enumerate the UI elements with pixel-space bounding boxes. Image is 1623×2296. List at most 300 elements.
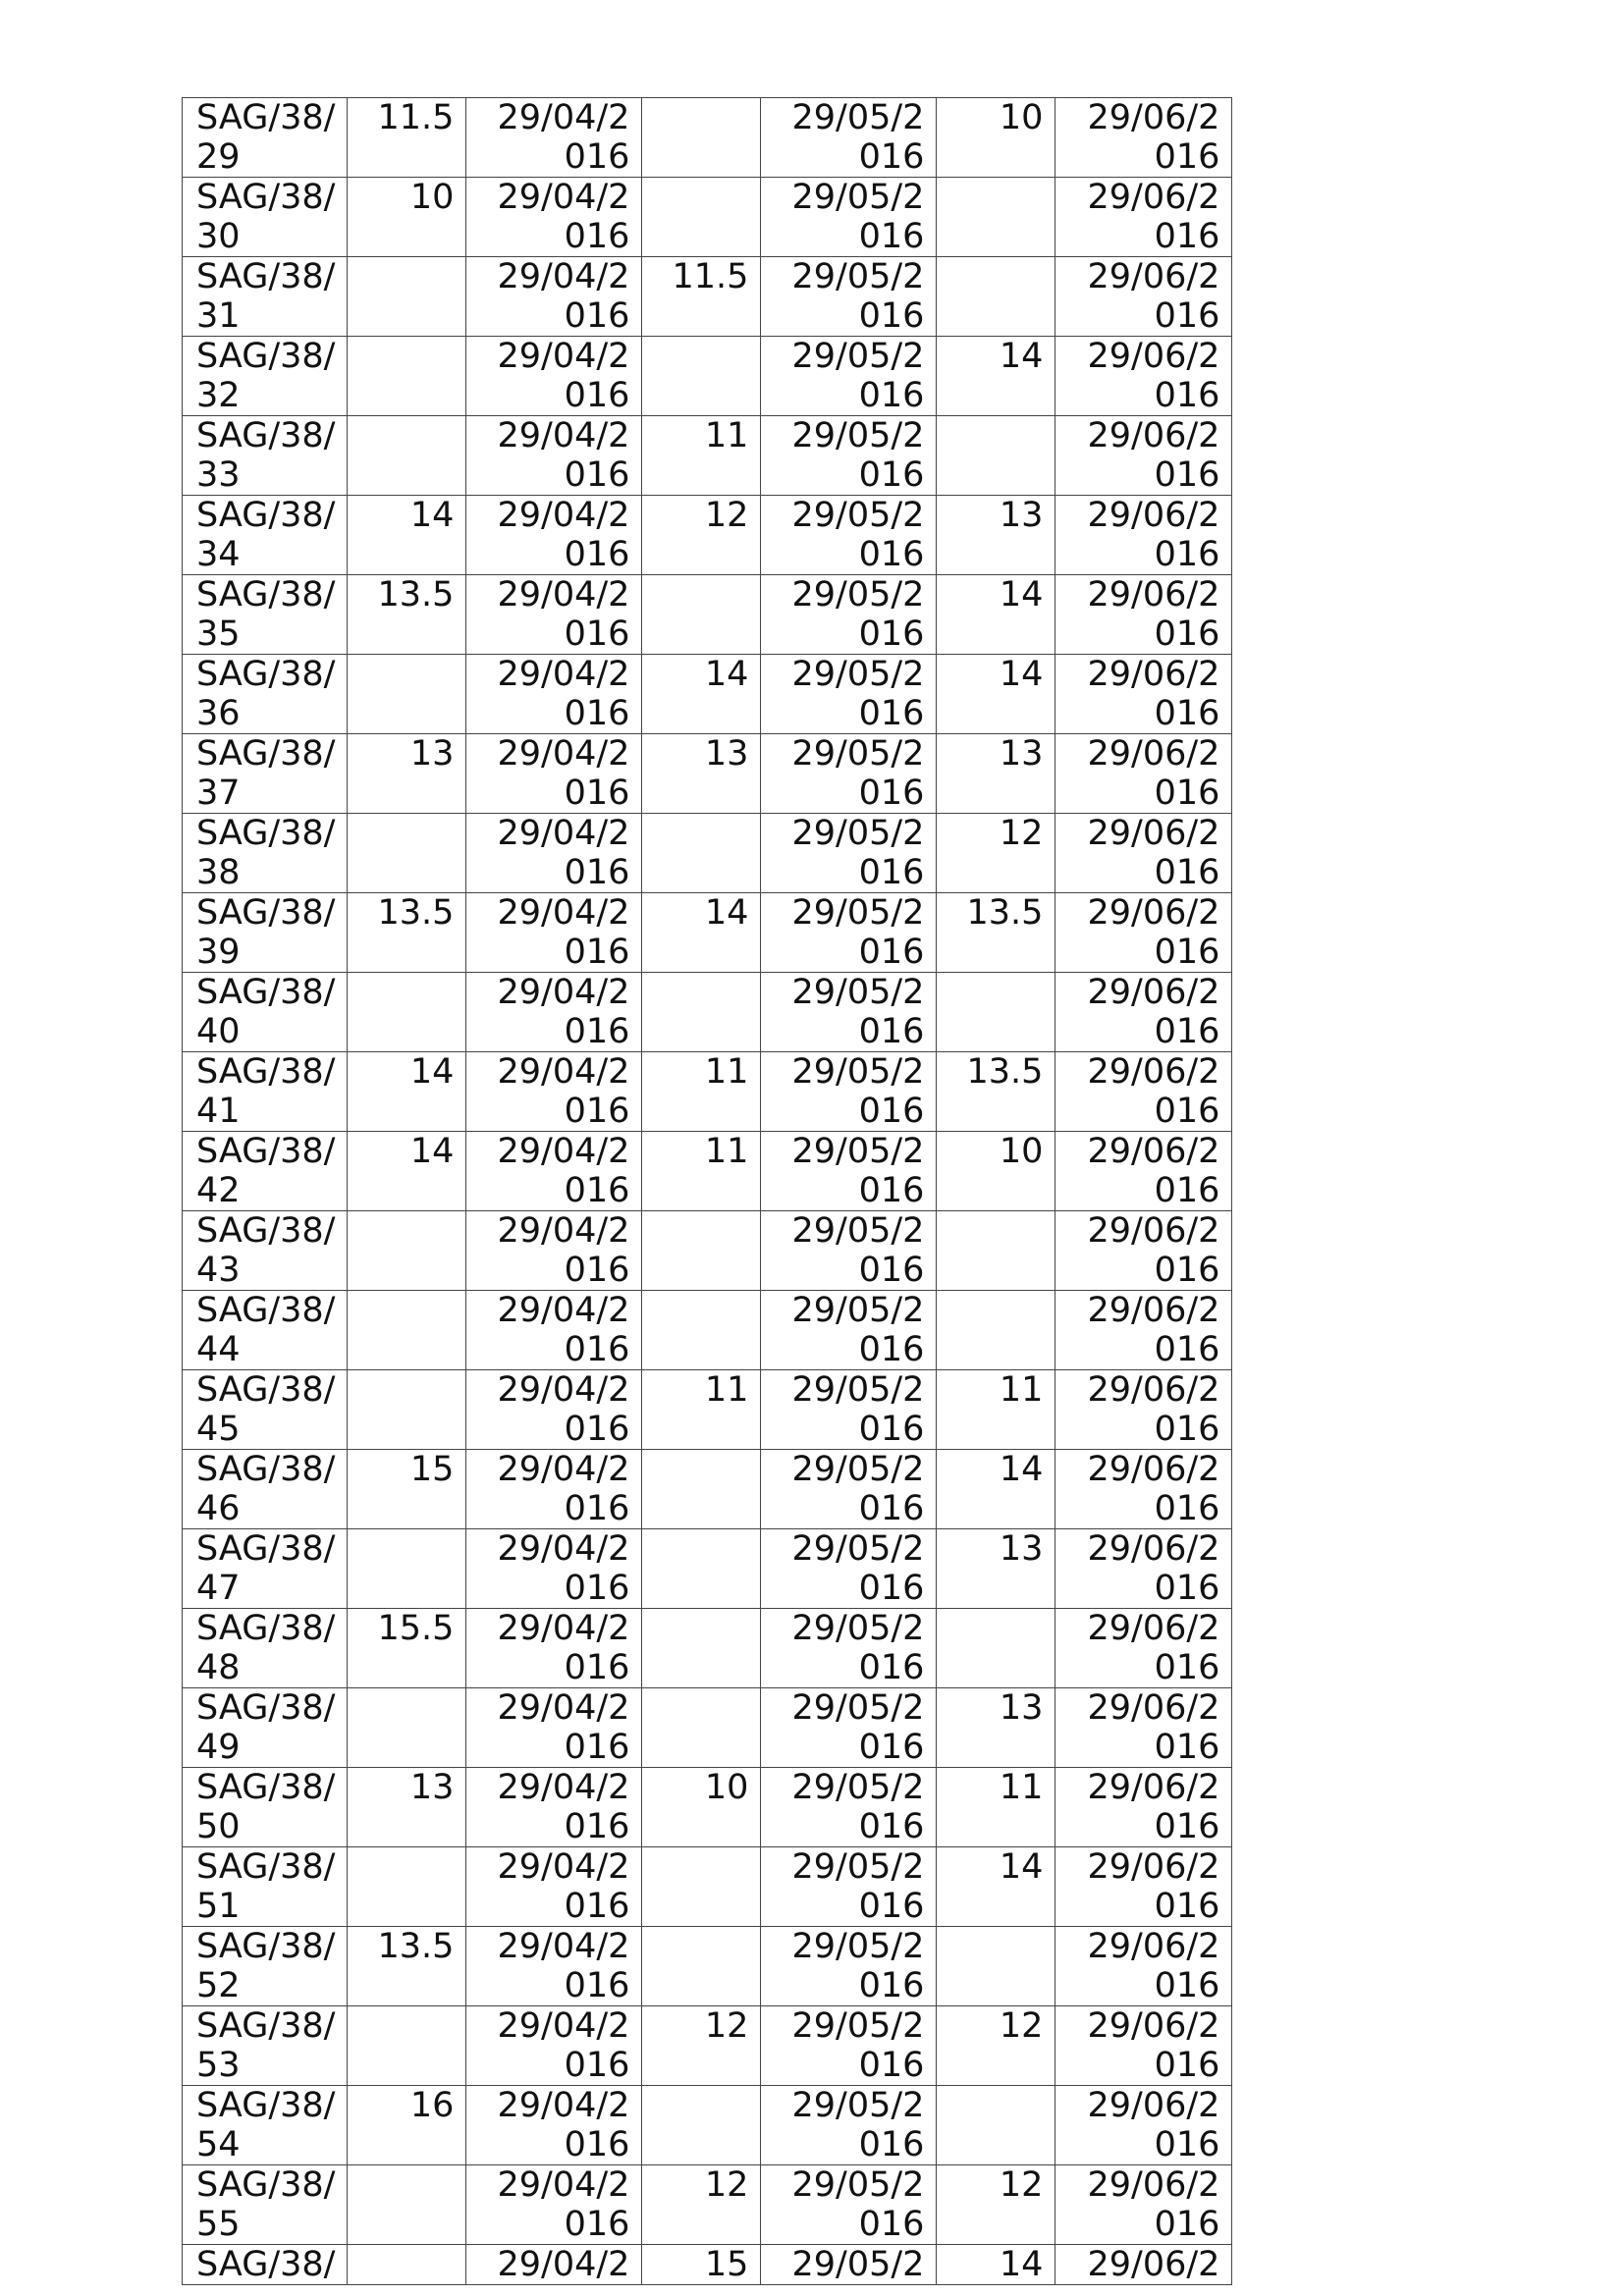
date-cell-3-text: 29/06/2 — [1087, 2245, 1220, 2284]
value-cell-2-text: 11.5 — [672, 257, 749, 296]
date-cell-1-text: 29/04/2 016 — [497, 1291, 630, 1369]
value-cell-2 — [642, 1450, 761, 1529]
date-cell-3 — [1055, 734, 1232, 814]
date-cell-1 — [466, 655, 642, 734]
sample-id-cell — [183, 1211, 348, 1291]
value-cell-2 — [642, 734, 761, 814]
date-cell-2-text: 29/05/2 016 — [791, 1132, 925, 1210]
value-cell-1 — [348, 575, 466, 655]
date-cell-3 — [1055, 1291, 1232, 1370]
sample-id-cell — [183, 1768, 348, 1847]
date-cell-3-text: 29/06/2 016 — [1087, 814, 1220, 892]
date-cell-3 — [1055, 2006, 1232, 2086]
sample-id-cell — [183, 1927, 348, 2006]
value-cell-1-text: 13.5 — [377, 1927, 455, 1966]
value-cell-3-text: 13 — [999, 734, 1044, 774]
value-cell-2-text: 14 — [704, 893, 749, 933]
value-cell-1-text: 15.5 — [377, 1609, 455, 1648]
sample-id-cell — [183, 1688, 348, 1768]
date-cell-2-text: 29/05/2 016 — [791, 1609, 925, 1687]
value-cell-1 — [348, 1609, 466, 1688]
value-cell-1-text: 14 — [409, 1132, 455, 1171]
date-cell-3-text: 29/06/2 016 — [1087, 416, 1220, 495]
value-cell-3 — [937, 416, 1055, 496]
date-cell-1 — [466, 1768, 642, 1847]
date-cell-1 — [466, 1450, 642, 1529]
table-row — [183, 337, 1232, 416]
date-cell-1 — [466, 98, 642, 178]
date-cell-2 — [761, 2006, 937, 2086]
date-cell-3-text: 29/06/2 016 — [1087, 575, 1220, 654]
value-cell-1 — [348, 1211, 466, 1291]
table-row — [183, 257, 1232, 337]
sample-id-cell — [183, 814, 348, 893]
date-cell-3 — [1055, 1847, 1232, 1927]
value-cell-1-text — [348, 2245, 465, 2284]
date-cell-2 — [761, 257, 937, 337]
date-cell-3 — [1055, 2165, 1232, 2245]
date-cell-1-text: 29/04/2 016 — [497, 1609, 630, 1687]
value-cell-1 — [348, 257, 466, 337]
date-cell-3-text: 29/06/2 016 — [1087, 1768, 1220, 1846]
date-cell-3 — [1055, 973, 1232, 1052]
date-cell-3 — [1055, 1211, 1232, 1291]
value-cell-2 — [642, 257, 761, 337]
sample-id-cell — [183, 1450, 348, 1529]
date-cell-1 — [466, 973, 642, 1052]
value-cell-3 — [937, 1768, 1055, 1847]
value-cell-1 — [348, 1768, 466, 1847]
date-cell-2 — [761, 178, 937, 257]
date-cell-1-text: 29/04/2 016 — [497, 1450, 630, 1528]
value-cell-3-text: 14 — [999, 575, 1044, 614]
date-cell-2-text: 29/05/2 016 — [791, 893, 925, 972]
sample-id-cell-text: SAG/38/ 43 — [196, 1211, 336, 1290]
date-cell-3 — [1055, 2086, 1232, 2165]
date-cell-2 — [761, 1211, 937, 1291]
date-cell-1 — [466, 1291, 642, 1370]
date-cell-2-text: 29/05/2 — [791, 2245, 925, 2284]
date-cell-2 — [761, 1450, 937, 1529]
value-cell-3 — [937, 893, 1055, 973]
date-cell-1 — [466, 2245, 642, 2285]
table-row — [183, 2165, 1232, 2245]
date-cell-1-text: 29/04/2 016 — [497, 1211, 630, 1290]
value-cell-2-text: 10 — [704, 1768, 749, 1807]
data-table — [182, 97, 1232, 2285]
value-cell-2 — [642, 416, 761, 496]
date-cell-2 — [761, 1132, 937, 1211]
date-cell-3-text: 29/06/2 016 — [1087, 655, 1220, 733]
sample-id-cell-text: SAG/38/ 52 — [196, 1927, 336, 2005]
table-row — [183, 2006, 1232, 2086]
date-cell-2-text: 29/05/2 016 — [791, 1291, 925, 1369]
date-cell-1 — [466, 257, 642, 337]
value-cell-3 — [937, 2086, 1055, 2165]
date-cell-3-text: 29/06/2 016 — [1087, 1688, 1220, 1767]
value-cell-2-text: 15 — [704, 2245, 749, 2284]
value-cell-2 — [642, 1847, 761, 1927]
date-cell-2-text: 29/05/2 016 — [791, 496, 925, 574]
table-row — [183, 1688, 1232, 1768]
date-cell-1 — [466, 575, 642, 655]
value-cell-1 — [348, 655, 466, 734]
value-cell-1 — [348, 1052, 466, 1132]
value-cell-3 — [937, 1609, 1055, 1688]
date-cell-2 — [761, 1291, 937, 1370]
value-cell-3 — [937, 1688, 1055, 1768]
value-cell-3-text: 10 — [999, 98, 1044, 137]
table-row — [183, 2245, 1232, 2285]
date-cell-1-text: 29/04/2 016 — [497, 2165, 630, 2244]
date-cell-2-text: 29/05/2 016 — [791, 1450, 925, 1528]
date-cell-1 — [466, 2006, 642, 2086]
sample-id-cell-text: SAG/38/ 46 — [196, 1450, 336, 1528]
date-cell-2-text: 29/05/2 016 — [791, 178, 925, 256]
date-cell-1 — [466, 1609, 642, 1688]
sample-id-cell — [183, 655, 348, 734]
date-cell-2 — [761, 1052, 937, 1132]
value-cell-3 — [937, 734, 1055, 814]
sample-id-cell-text: SAG/38/ 41 — [196, 1052, 336, 1131]
date-cell-1 — [466, 734, 642, 814]
date-cell-2-text: 29/05/2 016 — [791, 575, 925, 654]
date-cell-1-text: 29/04/2 016 — [497, 1688, 630, 1767]
date-cell-2 — [761, 734, 937, 814]
value-cell-2 — [642, 1211, 761, 1291]
table-row — [183, 1291, 1232, 1370]
value-cell-1 — [348, 1132, 466, 1211]
value-cell-1 — [348, 178, 466, 257]
sample-id-cell-text: SAG/38/ 31 — [196, 257, 336, 336]
date-cell-3-text: 29/06/2 016 — [1087, 973, 1220, 1051]
date-cell-2 — [761, 496, 937, 575]
sample-id-cell — [183, 2006, 348, 2086]
value-cell-3-text: 14 — [999, 1847, 1044, 1887]
value-cell-2 — [642, 814, 761, 893]
date-cell-1-text: 29/04/2 016 — [497, 814, 630, 892]
date-cell-1-text: 29/04/2 016 — [497, 2006, 630, 2085]
value-cell-2 — [642, 178, 761, 257]
value-cell-3-text: 12 — [999, 2165, 1044, 2205]
date-cell-3-text: 29/06/2 016 — [1087, 496, 1220, 574]
sample-id-cell-text: SAG/38/ 29 — [196, 98, 336, 177]
date-cell-1 — [466, 1847, 642, 1927]
date-cell-2 — [761, 2165, 937, 2245]
date-cell-2 — [761, 1927, 937, 2006]
date-cell-3 — [1055, 178, 1232, 257]
date-cell-1-text: 29/04/2 016 — [497, 257, 630, 336]
value-cell-1 — [348, 1450, 466, 1529]
value-cell-2 — [642, 973, 761, 1052]
value-cell-3-text: 14 — [999, 2245, 1044, 2284]
date-cell-1-text: 29/04/2 016 — [497, 1370, 630, 1449]
value-cell-1 — [348, 98, 466, 178]
date-cell-3 — [1055, 1132, 1232, 1211]
table-row — [183, 416, 1232, 496]
sample-id-cell — [183, 2165, 348, 2245]
table-body — [183, 98, 1232, 2285]
date-cell-2 — [761, 814, 937, 893]
date-cell-3 — [1055, 814, 1232, 893]
date-cell-1-text: 29/04/2 016 — [497, 575, 630, 654]
value-cell-2 — [642, 1132, 761, 1211]
value-cell-1 — [348, 2245, 466, 2285]
date-cell-3 — [1055, 1450, 1232, 1529]
sample-id-cell — [183, 893, 348, 973]
sample-id-cell — [183, 575, 348, 655]
value-cell-1 — [348, 1529, 466, 1609]
sample-id-cell — [183, 257, 348, 337]
sample-id-cell-text: SAG/38/ 36 — [196, 655, 336, 733]
value-cell-3-text: 12 — [999, 2006, 1044, 2046]
date-cell-1-text: 29/04/2 016 — [497, 1132, 630, 1210]
date-cell-3-text: 29/06/2 016 — [1087, 893, 1220, 972]
value-cell-3-text: 13 — [999, 1529, 1044, 1569]
value-cell-1 — [348, 496, 466, 575]
date-cell-2 — [761, 1609, 937, 1688]
sample-id-cell-text: SAG/38/ 51 — [196, 1847, 336, 1926]
date-cell-3 — [1055, 337, 1232, 416]
date-cell-2 — [761, 2245, 937, 2285]
value-cell-2 — [642, 575, 761, 655]
date-cell-3-text: 29/06/2 016 — [1087, 1291, 1220, 1369]
sample-id-cell-text: SAG/38/ 44 — [196, 1291, 336, 1369]
value-cell-2 — [642, 2165, 761, 2245]
sample-id-cell-text: SAG/38/ 33 — [196, 416, 336, 495]
date-cell-2-text: 29/05/2 016 — [791, 1529, 925, 1608]
sample-id-cell-text: SAG/38/ 47 — [196, 1529, 336, 1608]
date-cell-2-text: 29/05/2 016 — [791, 734, 925, 813]
table-row — [183, 98, 1232, 178]
sample-id-cell-text: SAG/38/ 45 — [196, 1370, 336, 1449]
value-cell-3 — [937, 814, 1055, 893]
date-cell-1 — [466, 893, 642, 973]
date-cell-3-text: 29/06/2 016 — [1087, 1609, 1220, 1687]
sample-id-cell — [183, 416, 348, 496]
date-cell-1 — [466, 496, 642, 575]
date-cell-2 — [761, 98, 937, 178]
value-cell-3-text: 11 — [999, 1768, 1044, 1807]
date-cell-2-text: 29/05/2 016 — [791, 1927, 925, 2005]
date-cell-1 — [466, 1688, 642, 1768]
value-cell-1 — [348, 337, 466, 416]
date-cell-1-text: 29/04/2 016 — [497, 1529, 630, 1608]
value-cell-2-text: 12 — [704, 2165, 749, 2205]
date-cell-2-text: 29/05/2 016 — [791, 814, 925, 892]
sample-id-cell — [183, 1609, 348, 1688]
value-cell-2 — [642, 1768, 761, 1847]
value-cell-1 — [348, 2006, 466, 2086]
value-cell-2 — [642, 1370, 761, 1450]
date-cell-1 — [466, 178, 642, 257]
value-cell-3 — [937, 1529, 1055, 1609]
sample-id-cell — [183, 1291, 348, 1370]
date-cell-3 — [1055, 1052, 1232, 1132]
date-cell-2 — [761, 1847, 937, 1927]
sample-id-cell-text: SAG/38/ 50 — [196, 1768, 336, 1846]
table-row — [183, 814, 1232, 893]
sample-id-cell — [183, 1052, 348, 1132]
date-cell-2 — [761, 2086, 937, 2165]
date-cell-2-text: 29/05/2 016 — [791, 1847, 925, 1926]
date-cell-1-text: 29/04/2 016 — [497, 337, 630, 415]
value-cell-1 — [348, 1291, 466, 1370]
date-cell-2 — [761, 1688, 937, 1768]
date-cell-3-text: 29/06/2 016 — [1087, 1370, 1220, 1449]
date-cell-1-text: 29/04/2 016 — [497, 1927, 630, 2005]
date-cell-3-text: 29/06/2 016 — [1087, 734, 1220, 813]
date-cell-3-text: 29/06/2 016 — [1087, 2086, 1220, 2164]
date-cell-2-text: 29/05/2 016 — [791, 2086, 925, 2164]
value-cell-2 — [642, 98, 761, 178]
date-cell-2-text: 29/05/2 016 — [791, 1052, 925, 1131]
value-cell-3 — [937, 575, 1055, 655]
date-cell-2-text: 29/05/2 016 — [791, 416, 925, 495]
date-cell-3 — [1055, 496, 1232, 575]
value-cell-1-text: 14 — [409, 1052, 455, 1092]
sample-id-cell-text: SAG/38/ 42 — [196, 1132, 336, 1210]
table-row — [183, 575, 1232, 655]
date-cell-2 — [761, 575, 937, 655]
sample-id-cell — [183, 2245, 348, 2285]
value-cell-1 — [348, 1847, 466, 1927]
table-row — [183, 2086, 1232, 2165]
date-cell-3-text: 29/06/2 016 — [1087, 1927, 1220, 2005]
sample-id-cell-text: SAG/38/ 40 — [196, 973, 336, 1051]
sample-id-cell — [183, 98, 348, 178]
date-cell-3-text: 29/06/2 016 — [1087, 337, 1220, 415]
value-cell-3 — [937, 1847, 1055, 1927]
sample-id-cell-text: SAG/38/ 54 — [196, 2086, 336, 2164]
sample-id-cell-text: SAG/38/ 55 — [196, 2165, 336, 2244]
date-cell-1-text: 29/04/2 016 — [497, 496, 630, 574]
value-cell-3 — [937, 655, 1055, 734]
date-cell-3-text: 29/06/2 016 — [1087, 1847, 1220, 1926]
sample-id-cell-text: SAG/38/ 32 — [196, 337, 336, 415]
value-cell-2 — [642, 2006, 761, 2086]
date-cell-2-text: 29/05/2 016 — [791, 1370, 925, 1449]
date-cell-1 — [466, 416, 642, 496]
date-cell-2-text: 29/05/2 016 — [791, 973, 925, 1051]
value-cell-2 — [642, 496, 761, 575]
sample-id-cell — [183, 1529, 348, 1609]
date-cell-1-text: 29/04/2 016 — [497, 178, 630, 256]
date-cell-1-text: 29/04/2 016 — [497, 655, 630, 733]
date-cell-2 — [761, 973, 937, 1052]
date-cell-1 — [466, 1132, 642, 1211]
date-cell-1-text: 29/04/2 016 — [497, 734, 630, 813]
date-cell-1-text: 29/04/2 016 — [497, 1768, 630, 1846]
table-row — [183, 893, 1232, 973]
value-cell-2 — [642, 2245, 761, 2285]
date-cell-3 — [1055, 257, 1232, 337]
sample-id-cell — [183, 2086, 348, 2165]
table-row — [183, 1927, 1232, 2006]
table-row — [183, 1529, 1232, 1609]
date-cell-3 — [1055, 1927, 1232, 2006]
value-cell-3-text: 13 — [999, 496, 1044, 535]
value-cell-3-text: 14 — [999, 655, 1044, 694]
value-cell-2 — [642, 1688, 761, 1768]
date-cell-1-text: 29/04/2 016 — [497, 893, 630, 972]
table-row — [183, 1370, 1232, 1450]
sample-id-cell — [183, 1370, 348, 1450]
date-cell-2-text: 29/05/2 016 — [791, 337, 925, 415]
value-cell-2-text: 11 — [704, 416, 749, 455]
date-cell-3 — [1055, 1370, 1232, 1450]
value-cell-2 — [642, 2086, 761, 2165]
value-cell-3 — [937, 337, 1055, 416]
date-cell-2 — [761, 1370, 937, 1450]
value-cell-2 — [642, 1052, 761, 1132]
value-cell-1 — [348, 1688, 466, 1768]
date-cell-3 — [1055, 575, 1232, 655]
date-cell-1 — [466, 337, 642, 416]
date-cell-2 — [761, 1768, 937, 1847]
value-cell-3-text: 11 — [999, 1370, 1044, 1410]
value-cell-3-text: 12 — [999, 814, 1044, 853]
value-cell-1 — [348, 416, 466, 496]
sample-id-cell-text: SAG/38/ 39 — [196, 893, 336, 972]
table-row — [183, 1211, 1232, 1291]
value-cell-3-text: 14 — [999, 337, 1044, 376]
table-row — [183, 734, 1232, 814]
table-row — [183, 1132, 1232, 1211]
value-cell-3-text: 13 — [999, 1688, 1044, 1728]
date-cell-3 — [1055, 655, 1232, 734]
table-row — [183, 1450, 1232, 1529]
date-cell-2-text: 29/05/2 016 — [791, 2165, 925, 2244]
value-cell-2 — [642, 655, 761, 734]
value-cell-3 — [937, 257, 1055, 337]
date-cell-2-text: 29/05/2 016 — [791, 1211, 925, 1290]
value-cell-2 — [642, 1291, 761, 1370]
table-row — [183, 1052, 1232, 1132]
date-cell-1 — [466, 1370, 642, 1450]
sample-id-cell — [183, 973, 348, 1052]
value-cell-3 — [937, 1132, 1055, 1211]
value-cell-1-text: 11.5 — [377, 98, 455, 137]
value-cell-1 — [348, 734, 466, 814]
value-cell-1-text: 13 — [409, 734, 455, 774]
date-cell-1-text: 29/04/2 — [497, 2245, 630, 2284]
value-cell-1 — [348, 2165, 466, 2245]
sample-id-cell-text: SAG/38/ 30 — [196, 178, 336, 256]
date-cell-2 — [761, 416, 937, 496]
sample-id-cell-text: SAG/38/ 37 — [196, 734, 336, 813]
value-cell-1-text: 13.5 — [377, 893, 455, 933]
table-row — [183, 655, 1232, 734]
value-cell-1 — [348, 1927, 466, 2006]
date-cell-3 — [1055, 1609, 1232, 1688]
value-cell-2 — [642, 893, 761, 973]
date-cell-3 — [1055, 416, 1232, 496]
value-cell-2 — [642, 337, 761, 416]
date-cell-2-text: 29/05/2 016 — [791, 98, 925, 177]
date-cell-3 — [1055, 1768, 1232, 1847]
date-cell-1 — [466, 1052, 642, 1132]
date-cell-1-text: 29/04/2 016 — [497, 1052, 630, 1131]
value-cell-1-text: 15 — [409, 1450, 455, 1489]
date-cell-2 — [761, 655, 937, 734]
value-cell-2-text: 14 — [704, 655, 749, 694]
sample-id-cell — [183, 337, 348, 416]
sample-id-cell-text: SAG/38/ 48 — [196, 1609, 336, 1687]
value-cell-3-text: 13.5 — [966, 1052, 1044, 1092]
value-cell-3 — [937, 2245, 1055, 2285]
date-cell-3-text: 29/06/2 016 — [1087, 1052, 1220, 1131]
